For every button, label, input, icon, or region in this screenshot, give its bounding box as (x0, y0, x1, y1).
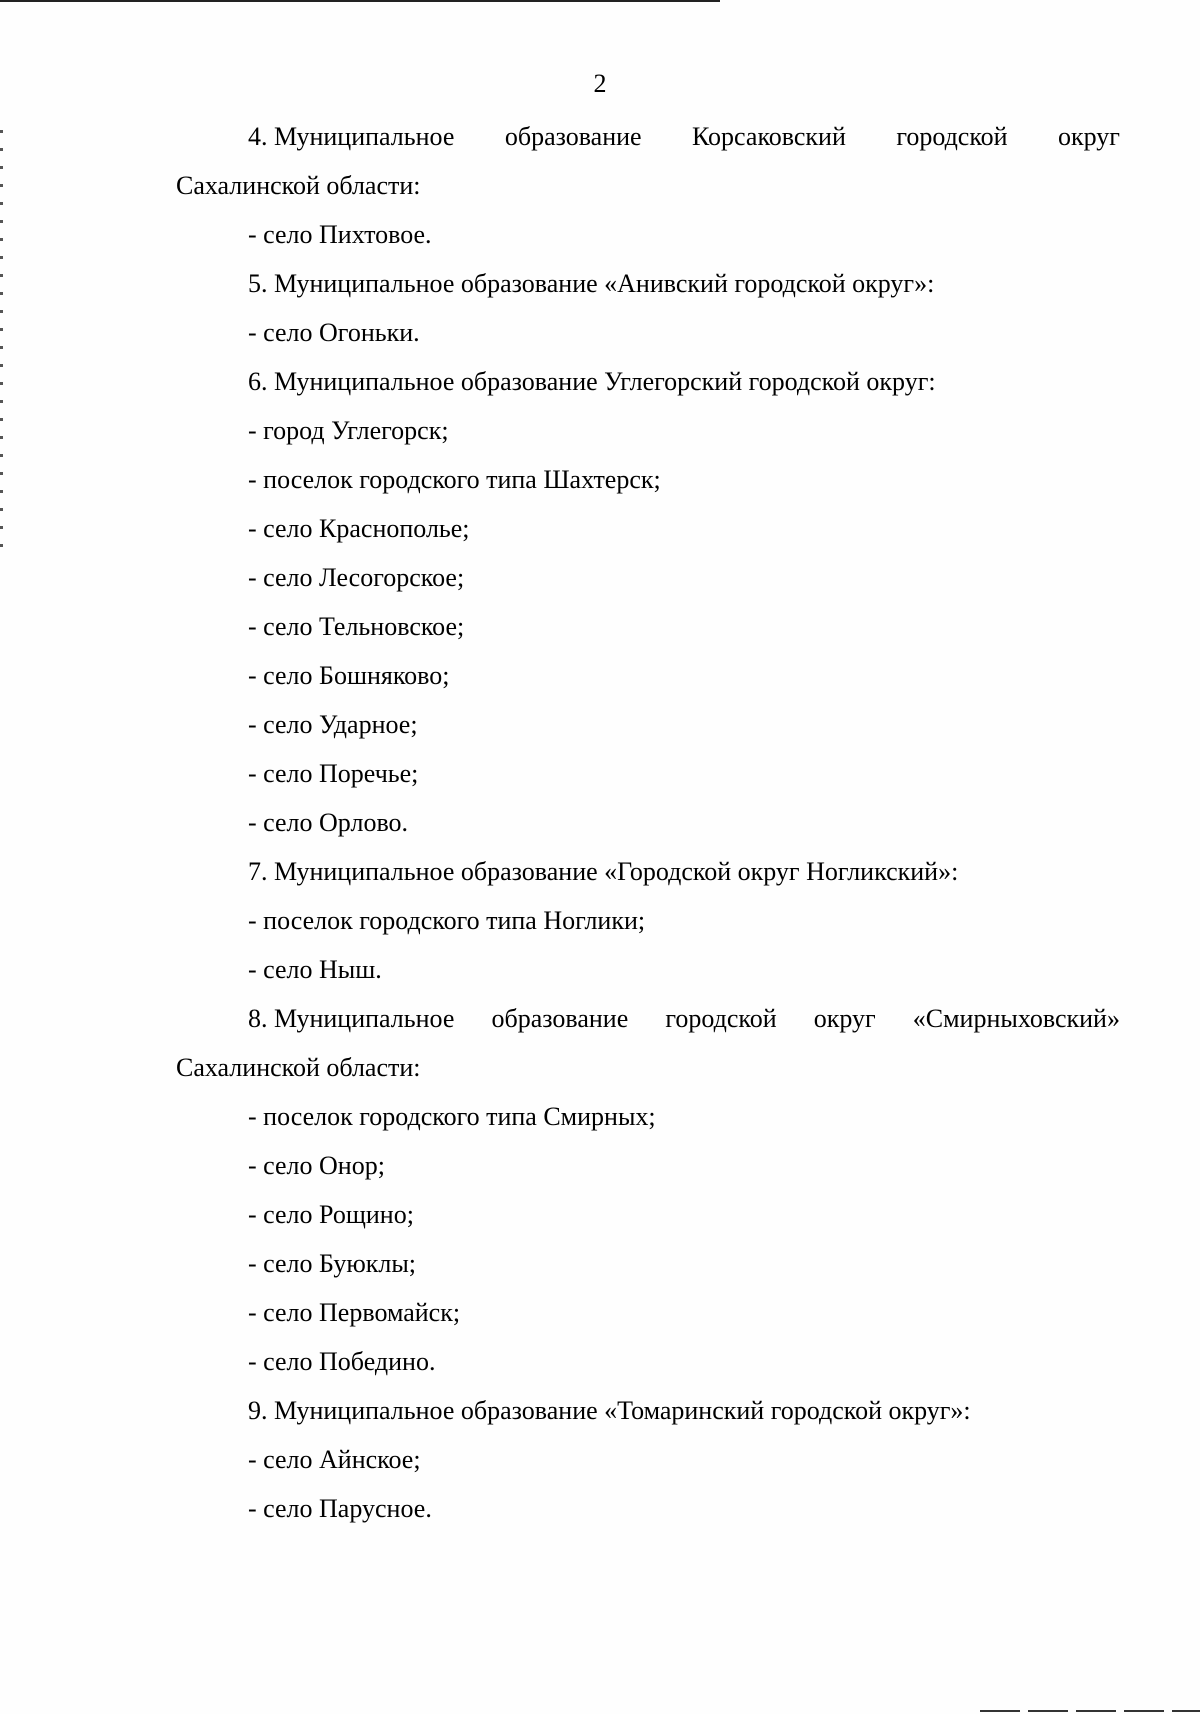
scan-top-edge (0, 0, 720, 2)
list-item: - село Тельновское; (248, 612, 465, 641)
scan-left-edge-marks (0, 130, 3, 550)
scan-bottom-edge (980, 1710, 1200, 1712)
list-item: - село Огоньки. (248, 318, 420, 347)
heading-word: 8. Муниципальное (248, 1004, 455, 1033)
heading-word: образование (491, 1004, 629, 1033)
heading-word: образование (504, 122, 642, 151)
list-item: - город Углегорск; (248, 416, 449, 445)
list-item: - село Орлово. (248, 808, 409, 837)
list-item: - село Победино. (248, 1347, 436, 1376)
list-item: - село Лесогорское; (248, 563, 465, 592)
list-item: - поселок городского типа Шахтерск; (248, 465, 661, 494)
list-item: - поселок городского типа Ноглики; (248, 906, 646, 935)
list-item: - село Парусное. (248, 1494, 432, 1523)
list-item: - село Ныш. (248, 955, 382, 984)
heading-word: Корсаковский (692, 122, 846, 151)
paragraph-8-heading (176, 994, 1120, 1043)
heading-word: городской (665, 1004, 777, 1033)
heading-word: 4. Муниципальное (248, 122, 455, 151)
heading-word: городской (896, 122, 1008, 151)
paragraph-6-heading: 6. Муниципальное образование Углегорский городской округ: (248, 367, 936, 396)
list-item: - село Ударное; (248, 710, 418, 739)
page-number: 2 (593, 69, 607, 98)
heading-word: округ (1058, 122, 1120, 151)
list-item: - село Айнское; (248, 1445, 421, 1474)
list-item: - село Рощино; (248, 1200, 414, 1229)
document-body (176, 112, 1120, 1533)
list-item: - село Поречье; (248, 759, 419, 788)
list-item: - село Буюклы; (248, 1249, 417, 1278)
list-item: - село Онор; (248, 1151, 385, 1180)
paragraph-4-continuation: Сахалинской области: (176, 171, 421, 200)
paragraph-4-heading (176, 112, 1120, 161)
list-item: - село Пихтовое. (248, 220, 432, 249)
list-item: - село Бошняково; (248, 661, 450, 690)
list-item: - село Краснополье; (248, 514, 470, 543)
heading-word: «Смирныховский» (912, 1004, 1120, 1033)
paragraph-9-heading: 9. Муниципальное образование «Томаринский городской округ»: (248, 1396, 971, 1425)
list-item: - село Первомайск; (248, 1298, 461, 1327)
list-item: - поселок городского типа Смирных; (248, 1102, 656, 1131)
paragraph-7-heading: 7. Муниципальное образование «Городской округ Ногликский»: (248, 857, 959, 886)
paragraph-8-continuation: Сахалинской области: (176, 1053, 421, 1082)
paragraph-5-heading: 5. Муниципальное образование «Анивский городской округ»: (248, 269, 935, 298)
heading-word: округ (813, 1004, 876, 1033)
